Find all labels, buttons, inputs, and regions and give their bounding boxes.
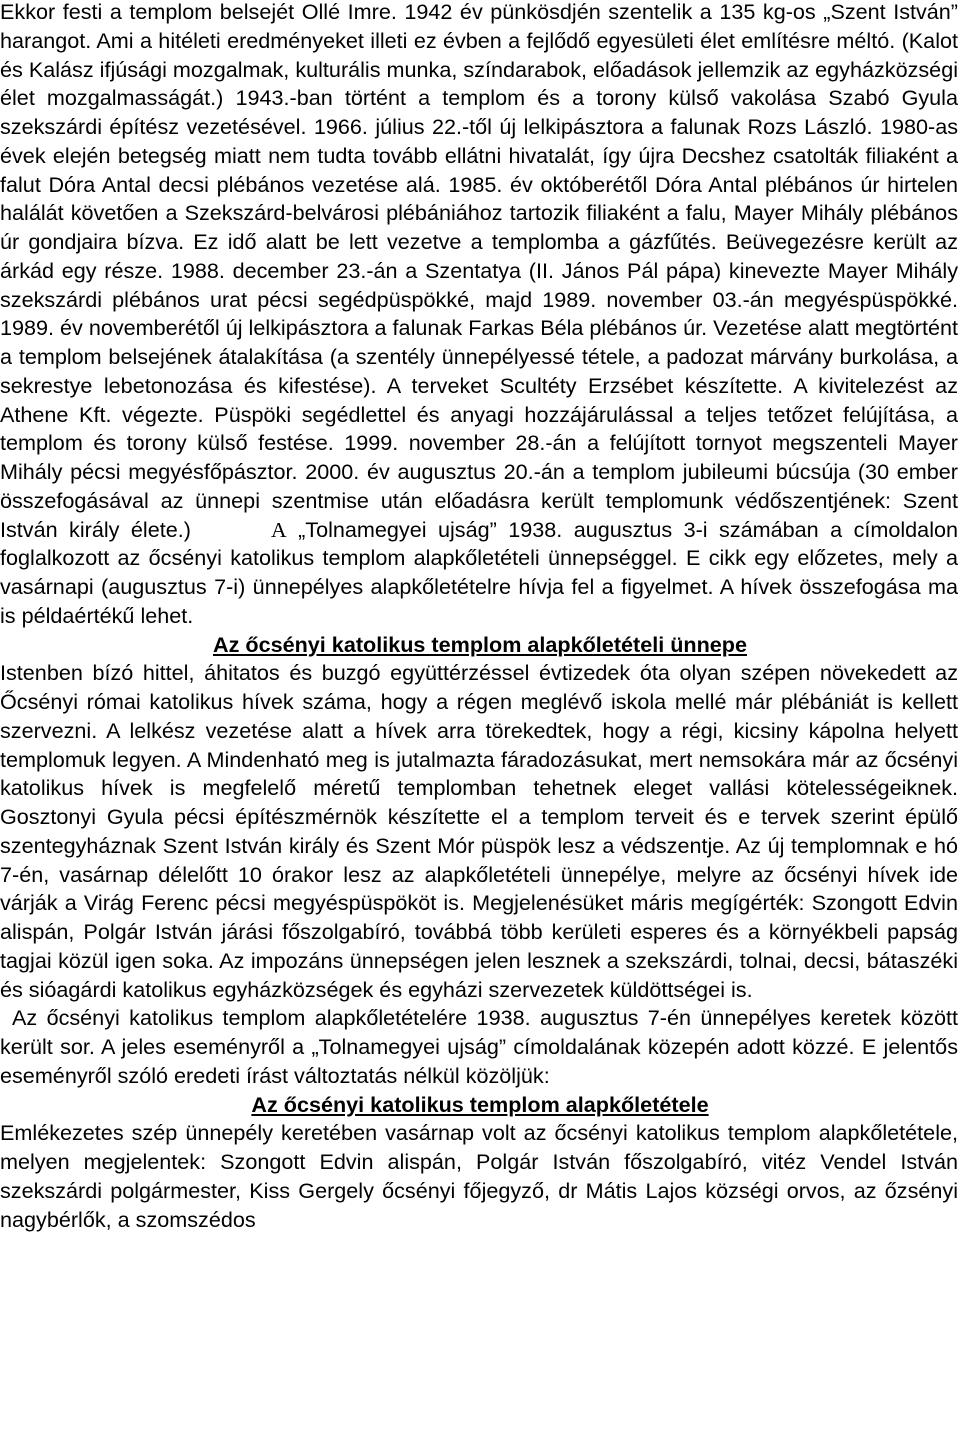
section-heading-ceremony: Az őcsényi katolikus templom alapkőletételi ünnepe [213,631,747,657]
article-paragraph: Istenben bízó hittel, áhitatos és buzgó együttérzéssel évtizedek óta olyan szépen növekedett az Őcsényi római katolikus hívek száma, hogy a régen meglévő iskola mellé már plébániát is kellett szervezni. A lelkész vezetése alatt a hívek arra törekedtek, hogy a régi, kicsiny kápolna helyett templomuk legyen. A Mindenható meg is jutalmazta fáradozásukat, mert nemsokára már az őcsényi katolikus hívek is megfelelő méretű templomban tehetnek eleget vallási kötelességeiknek. Gosztonyi Gyula pécsi építészmérnök készítette el a templom terveit és e tervek szerint épülő szentegyháznak Szent István király és Szent Mór püspök lesz a védszentje. Az új templomnak e hó 7-én, vasárnap délelőtt 10 órakor lesz az alapkőletételi ünnepélye, melyre az őcsényi hívek ide várják a Virág Ferenc pécsi megyéspüspököt is. Megjelenésüket máris megígérték: Szongott Edvin alispán, Polgár István járási főszolgabíró, továbbá több kerületi esperes és a környékbeli papság tagjai közül igen soka. Az impozáns ünnepségen jelen lesznek a szekszárdi, tolnai, decsi, bátaszéki és sióagárdi katolikus egyházközségek és egyházi szervezetek küldöttségei is. [0,660,958,1002]
history-paragraph-text: Ekkor festi a templom belsejét Ollé Imre. 1942 év pünkösdjén szentelik a 135 kg-os „Szent István” harangot. Ami a hitéleti eredményeket illeti ez évben a fejlődő egyesületi élet említésre méltó. (Kalot és Kalász ifjúsági mozgalmak, kulturális munka, színdarabok, előadások jellemzik az egyházközségi élet mozgalmasságát.) 1943.-ban történt a templom és a torony külső vakolása Szabó Gyula szekszárdi építész vezetésével. 1966. július 22.-től új lelkipásztora a falunak Rozs László. 1980-as évek elején betegség miatt nem tudta tovább ellátni hivatalát, így újra Decshez csatolták filiaként a falut Dóra Antal decsi plébános vezetése alá. 1985. év októberétől Dóra Antal plébános úr hirtelen halálát követően a Szekszárd-belvárosi plébániához tartozik filiaként a falu, Mayer Mihály plébános úr gondjaira bízva. Ez idő alatt be lett vezetve a templomba a gázfűtés. Beüvegezésre került az árkád egy része. 1988. december 23.-án a Szentatya (II. János Pál pápa) kinevezte Mayer Mihály szekszárdi plébános urat pécsi segédpüspökké, majd 1989. november 03.-án megyéspüspökké. 1989. év novemberétől új lelkipásztora a falunak Farkas Béla plébános úr. Vezetése alatt megtörtént a templom belsejének átalakítása (a szentély ünnepélyessé tétele, a padozat márvány burkolása, a sekrestye lebetonozása és kifestése). A terveket Scultéty Erzsébet készítette. A kivitelezést az Athene Kft. végezte. Püspöki segédlettel és anyagi hozzájárulással a teljes tetőzet felújítása, a templom és torony külső festése. 1999. november 28.-án a felújított tornyot megszenteli Mayer Mihály pécsi megyésfőpásztor. 2000. év augusztus 20.-án a templom jubileumi búcsúja (30 ember összefogásával az ünnepi szentmise után előadásra került templomunk védőszentjének: Szent István király élete.) [0,0,958,542]
section-heading-foundation: Az őcsényi katolikus templom alapkőletétele [251,1091,709,1117]
foundation-paragraph: Emlékezetes szép ünnepély keretében vasárnap volt az őcsényi katolikus templom alapkőletétele, melyen megjelentek: Szongott Edvin alispán, Polgár István főszolgabíró, vitéz Vendel István szekszárdi polgármester, Kiss Gergely őcsényi főjegyző, dr Mátis Lajos községi orvos, az őzsényi nagybérlők, a szomszédos [0,1120,958,1232]
article-intro-letter: A [271,517,287,542]
ceremony-intro-paragraph: Az őcsényi katolikus templom alapkőletételére 1938. augusztus 7-én ünnepélyes keretek között került sor. A jeles eseményről a „Tolnamegyei ujság” címoldalának közepén adott közzé. E jelentős eseményről szóló eredeti írást változtatás nélkül közöljük: [0,1005,958,1088]
history-paragraph [0,0,960,631]
article-intro-text: „Tolnamegyei ujság” 1938. augusztus 3-i számában a címoldalon foglalkozott az őcsényi katolikus templom alapkőletételi ünnepséggel. E cikk egy előzetes, mely a vasárnapi (augusztus 7-i) ünnepélyes alapkőletételre hívja fel a figyelmet. A hívek összefogása ma is példaértékű lehet. [0,516,959,628]
